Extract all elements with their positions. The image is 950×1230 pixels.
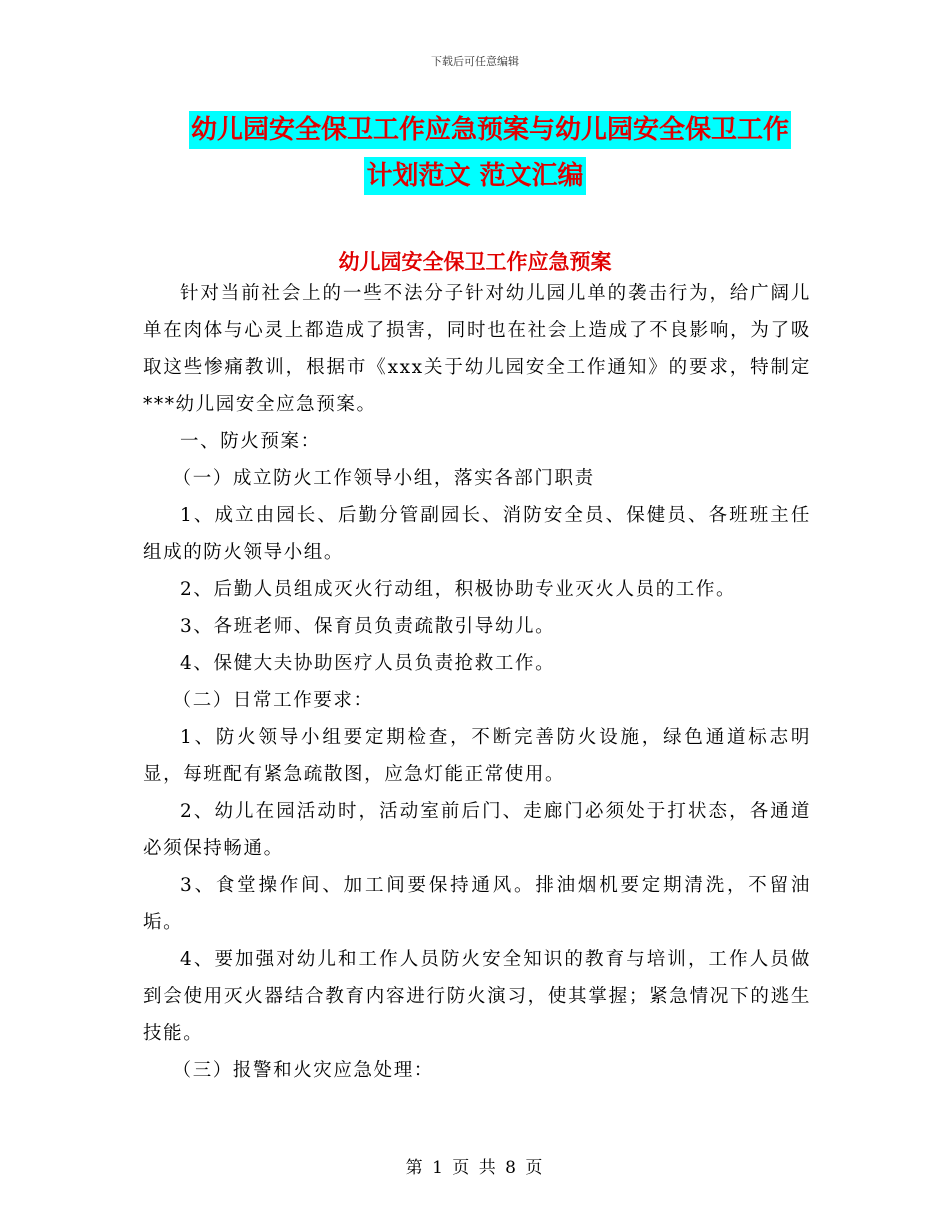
section-title: 幼儿园安全保卫工作应急预案 xyxy=(338,250,612,274)
list-item: 4、要加强对幼儿和工作人员防火安全知识的教育与培训，工作人员做到会使用灭火器结合教育内容进行防火演习，使其掌握；紧急情况下的逃生技能。 xyxy=(143,949,811,1044)
title-line-1: 幼儿园安全保卫工作应急预案与幼儿园安全保卫工作 xyxy=(189,111,791,149)
heading-fire-plan: 一、防火预案： xyxy=(180,431,321,452)
title-line-2: 计划范文 范文汇编 xyxy=(364,157,585,195)
list-item: 2、后勤人员组成灭火行动组，积极协助专业灭火人员的工作。 xyxy=(180,579,737,600)
subheading-2: （二）日常工作要求： xyxy=(172,690,374,711)
subheading-1: （一）成立防火工作领导小组，落实各部门职责 xyxy=(172,468,595,489)
document-body xyxy=(143,275,811,1089)
page-number: 第 1 页 共 8 页 xyxy=(405,1158,545,1178)
list-item: 3、各班老师、保育员负责疏散引导幼儿。 xyxy=(180,616,556,637)
list-item: 4、保健大夫协助医疗人员负责抢救工作。 xyxy=(180,653,556,674)
subheading-3: （三）报警和火灾应急处理： xyxy=(172,1060,434,1081)
document-title xyxy=(0,111,950,203)
list-item: 2、幼儿在园活动时，活动室前后门、走廊门必须处于打状态，各通道必须保持畅通。 xyxy=(143,801,811,859)
header-note: 下载后可任意编辑 xyxy=(431,55,519,68)
list-item: 1、防火领导小组要定期检查，不断完善防火设施，绿色通道标志明显，每班配有紧急疏散图，应急灯能正常使用。 xyxy=(143,727,811,785)
list-item: 3、食堂操作间、加工间要保持通风。排油烟机要定期清洗，不留油垢。 xyxy=(143,875,811,933)
list-item: 1、成立由园长、后勤分管副园长、消防安全员、保健员、各班班主任组成的防火领导小组。 xyxy=(143,505,811,563)
intro-paragraph: 针对当前社会上的一些不法分子针对幼儿园儿单的袭击行为，给广阔儿单在肉体与心灵上都造成了损害，同时也在社会上造成了不良影响，为了吸取这些惨痛教训，根据市《xxx关于幼儿园安全工作通知》的要求，特制定***幼儿园安全应急预案。 xyxy=(143,283,811,415)
